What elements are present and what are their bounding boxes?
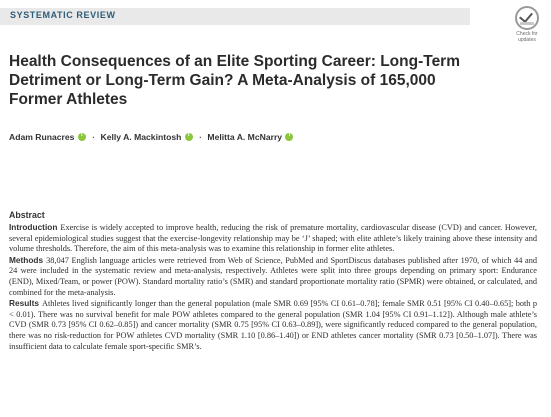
section-text: Athletes lived significantly longer than the general population (male SMR 0.69 [95% CI 0.61–0.78]; female SMR 0.51 [95% CI 0.40–0.65]; both p < 0.01). There was no survival benefit for male POW athletes compared to the general population (SMR 1.04 [95% CI 0.91–1.12]). Although male athlete’s CVD (SMR 0.73 [95% CI 0.62–0.85]) and cancer mortality (SMR 0.75 [95% CI 0.63–0.89]), were significantly reduced compared to the general population, there was no risk-reduction for POW athletes CVD mortality (SMR 1.10 [0.86–1.40]) or END athletes cancer mortality (SMR 0.73 [0.50–1.07]). There was insufficient data to calculate female sport-specific SMR’s. [9, 299, 537, 351]
check-updates-label: Check for updates [516, 31, 538, 43]
section-label: Results [9, 298, 39, 309]
article-title: Health Consequences of an Elite Sporting Career: Long-Term Detriment or Long-Term Gain? A Meta-Analysis of 165,000 Former Athletes [9, 53, 460, 108]
author-name[interactable]: Adam Runacres [9, 132, 75, 142]
author-name[interactable]: Kelly A. Mackintosh [100, 132, 182, 142]
abstract-section-introduction [9, 222, 537, 255]
author-list [9, 132, 509, 142]
article-type-banner [0, 8, 470, 25]
author-separator: · [92, 132, 96, 142]
section-label: Methods [9, 254, 44, 265]
check-updates-icon [515, 6, 539, 30]
orcid-icon[interactable] [78, 133, 86, 141]
section-text: Exercise is widely accepted to improve health, reducing the risk of premature mortality, cardiovascular disease (CVD) and cancer. However, several epidemiological studies suggest that the exercise-longevity relationship may be ‘J’ shaped; with elite athlete’s likely training above these intensity and volume thresholds. Therefore, the aim of this meta-analysis was to examine this relationship in former elite athletes. [9, 223, 537, 254]
abstract-section-results [9, 298, 537, 352]
section-label: Introduction [9, 222, 58, 232]
section-text: 38,047 English language articles were retrieved from Web of Science, PubMed and SportDiscus databases published after 1970, of which 44 and 24 were included in the systematic review and meta-analysis, respectively. Athletes were split into three groups depending on primary sport: Endurance (END), Mixed/Team, or power (POW). Standard mortality ratio’s (SMR) and standard proportionate mortality ratio (SPMR) were obtained, or calculated, and combined for the meta-analysis. [9, 255, 537, 297]
abstract-body [9, 222, 537, 352]
author-separator: · [199, 132, 203, 142]
abstract-section-methods [9, 255, 537, 298]
author-name[interactable]: Melitta A. McNarry [207, 132, 283, 142]
check-for-updates-badge[interactable] [507, 6, 547, 43]
abstract-heading: Abstract [9, 210, 45, 220]
orcid-icon[interactable] [285, 133, 293, 141]
orcid-icon[interactable] [185, 133, 193, 141]
article-type-label: SYSTEMATIC REVIEW [10, 10, 116, 20]
